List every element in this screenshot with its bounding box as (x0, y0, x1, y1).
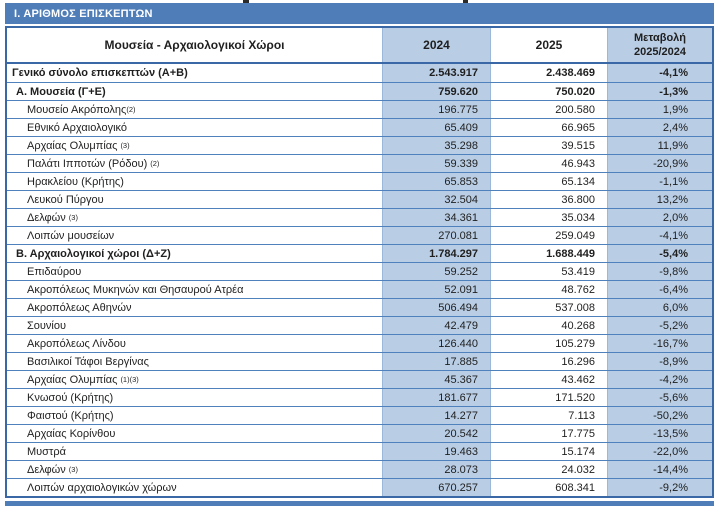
row-change: -9,2% (607, 479, 712, 496)
table-row (7, 154, 712, 172)
table-row (7, 208, 712, 226)
row-change: -22,0% (607, 443, 712, 460)
row-value-2025: 1.688.449 (490, 245, 607, 262)
row-value-2024: 1.784.297 (382, 245, 490, 262)
row-value-2025: 259.049 (490, 227, 607, 244)
row-label: Δελφών (3) (7, 209, 382, 226)
row-value-2025: 7.113 (490, 407, 607, 424)
row-change: -1,1% (607, 173, 712, 190)
row-value-2024: 45.367 (382, 371, 490, 388)
column-header-2025: 2025 (490, 28, 607, 62)
table-row (7, 136, 712, 154)
row-label: Αρχαίας Κορίνθου (7, 425, 382, 442)
row-value-2024: 52.091 (382, 281, 490, 298)
row-change: 2,0% (607, 209, 712, 226)
next-section-bar (5, 501, 714, 506)
row-change: 13,2% (607, 191, 712, 208)
visitors-table (5, 26, 714, 498)
table-row (7, 460, 712, 478)
column-header-2024: 2024 (382, 28, 490, 62)
row-value-2025: 2.438.469 (490, 64, 607, 82)
row-value-2025: 66.965 (490, 119, 607, 136)
table-row (7, 442, 712, 460)
row-value-2024: 59.252 (382, 263, 490, 280)
row-value-2024: 59.339 (382, 155, 490, 172)
row-change: -5,4% (607, 245, 712, 262)
row-value-2025: 53.419 (490, 263, 607, 280)
row-value-2024: 759.620 (382, 83, 490, 100)
row-label: Φαιστού (Κρήτης) (7, 407, 382, 424)
row-change: 6,0% (607, 299, 712, 316)
row-label: Παλάτι Ιπποτών (Ρόδου) (2) (7, 155, 382, 172)
table-row (7, 64, 712, 82)
row-value-2024: 17.885 (382, 353, 490, 370)
row-value-2024: 19.463 (382, 443, 490, 460)
table-row (7, 334, 712, 352)
row-value-2024: 14.277 (382, 407, 490, 424)
row-value-2025: 39.515 (490, 137, 607, 154)
table-row (7, 316, 712, 334)
row-value-2024: 270.081 (382, 227, 490, 244)
table-row (7, 226, 712, 244)
row-value-2025: 35.034 (490, 209, 607, 226)
table-row (7, 424, 712, 442)
row-value-2025: 171.520 (490, 389, 607, 406)
row-change: -5,6% (607, 389, 712, 406)
row-value-2025: 750.020 (490, 83, 607, 100)
row-value-2025: 608.341 (490, 479, 607, 496)
row-change: -20,9% (607, 155, 712, 172)
row-label: Σουνίου (7, 317, 382, 334)
row-value-2025: 65.134 (490, 173, 607, 190)
row-change: 11,9% (607, 137, 712, 154)
row-value-2025: 24.032 (490, 461, 607, 478)
row-change: -4,2% (607, 371, 712, 388)
column-header-change: Μεταβολή 2025/2024 (607, 28, 712, 62)
table-row (7, 406, 712, 424)
row-label: Κνωσού (Κρήτης) (7, 389, 382, 406)
row-label: Επιδαύρου (7, 263, 382, 280)
row-value-2024: 20.542 (382, 425, 490, 442)
row-label: Β. Αρχαιολογικοί χώροι (Δ+Ζ) (7, 245, 382, 262)
row-value-2024: 2.543.917 (382, 64, 490, 82)
row-label: Ακροπόλεως Λίνδου (7, 335, 382, 352)
table-row (7, 118, 712, 136)
row-change: -14,4% (607, 461, 712, 478)
table-row (7, 478, 712, 496)
row-change: -8,9% (607, 353, 712, 370)
row-value-2024: 34.361 (382, 209, 490, 226)
row-value-2025: 48.762 (490, 281, 607, 298)
row-label: Γενικό σύνολο επισκεπτών (Α+Β) (7, 64, 382, 82)
row-value-2024: 35.298 (382, 137, 490, 154)
row-change: -13,5% (607, 425, 712, 442)
row-label: Ηρακλείου (Κρήτης) (7, 173, 382, 190)
table-row (7, 172, 712, 190)
section-title: Ι. ΑΡΙΘΜΟΣ ΕΠΙΣΚΕΠΤΩΝ (14, 7, 153, 20)
table-row (7, 388, 712, 406)
row-value-2024: 32.504 (382, 191, 490, 208)
row-value-2025: 200.580 (490, 101, 607, 118)
table-row (7, 262, 712, 280)
row-change: -5,2% (607, 317, 712, 334)
row-value-2025: 16.296 (490, 353, 607, 370)
row-label: Εθνικό Αρχαιολογικό (7, 119, 382, 136)
section-title-bar (5, 3, 714, 24)
row-change: -50,2% (607, 407, 712, 424)
row-value-2025: 17.775 (490, 425, 607, 442)
row-value-2024: 65.409 (382, 119, 490, 136)
row-value-2024: 28.073 (382, 461, 490, 478)
row-value-2024: 181.677 (382, 389, 490, 406)
row-label: Αρχαίας Ολυμπίας (3) (7, 137, 382, 154)
row-label: Λευκού Πύργου (7, 191, 382, 208)
row-change: -6,4% (607, 281, 712, 298)
row-value-2025: 46.943 (490, 155, 607, 172)
row-label: Μυστρά (7, 443, 382, 460)
row-label: Δελφών (3) (7, 461, 382, 478)
row-value-2025: 15.174 (490, 443, 607, 460)
row-value-2024: 126.440 (382, 335, 490, 352)
table-row (7, 280, 712, 298)
table-row (7, 352, 712, 370)
row-change: -4,1% (607, 227, 712, 244)
row-value-2025: 40.268 (490, 317, 607, 334)
table-row (7, 82, 712, 100)
row-value-2024: 196.775 (382, 101, 490, 118)
row-change: -1,3% (607, 83, 712, 100)
row-label: Ακροπόλεως Αθηνών (7, 299, 382, 316)
table-header (7, 28, 712, 64)
table-row (7, 370, 712, 388)
row-change: -4,1% (607, 64, 712, 82)
row-change: -16,7% (607, 335, 712, 352)
table-row (7, 190, 712, 208)
table-row (7, 244, 712, 262)
row-change: -9,8% (607, 263, 712, 280)
table-row (7, 298, 712, 316)
row-value-2024: 65.853 (382, 173, 490, 190)
row-value-2024: 506.494 (382, 299, 490, 316)
row-change: 1,9% (607, 101, 712, 118)
row-label: Μουσείο Ακρόπολης (2) (7, 101, 382, 118)
row-label: Βασιλικοί Τάφοι Βεργίνας (7, 353, 382, 370)
row-label: Λοιπών μουσείων (7, 227, 382, 244)
table-row (7, 100, 712, 118)
row-label: Ακροπόλεως Μυκηνών και Θησαυρού Ατρέα (7, 281, 382, 298)
row-label: Α. Μουσεία (Γ+Ε) (7, 83, 382, 100)
row-value-2024: 42.479 (382, 317, 490, 334)
column-header-sites: Μουσεία - Αρχαιολογικοί Χώροι (7, 28, 382, 62)
row-value-2025: 105.279 (490, 335, 607, 352)
row-change: 2,4% (607, 119, 712, 136)
row-value-2025: 43.462 (490, 371, 607, 388)
row-label: Αρχαίας Ολυμπίας (1)(3) (7, 371, 382, 388)
row-value-2025: 537.008 (490, 299, 607, 316)
table-body (7, 64, 712, 496)
row-value-2025: 36.800 (490, 191, 607, 208)
row-value-2024: 670.257 (382, 479, 490, 496)
row-label: Λοιπών αρχαιολογικών χώρων (7, 479, 382, 496)
